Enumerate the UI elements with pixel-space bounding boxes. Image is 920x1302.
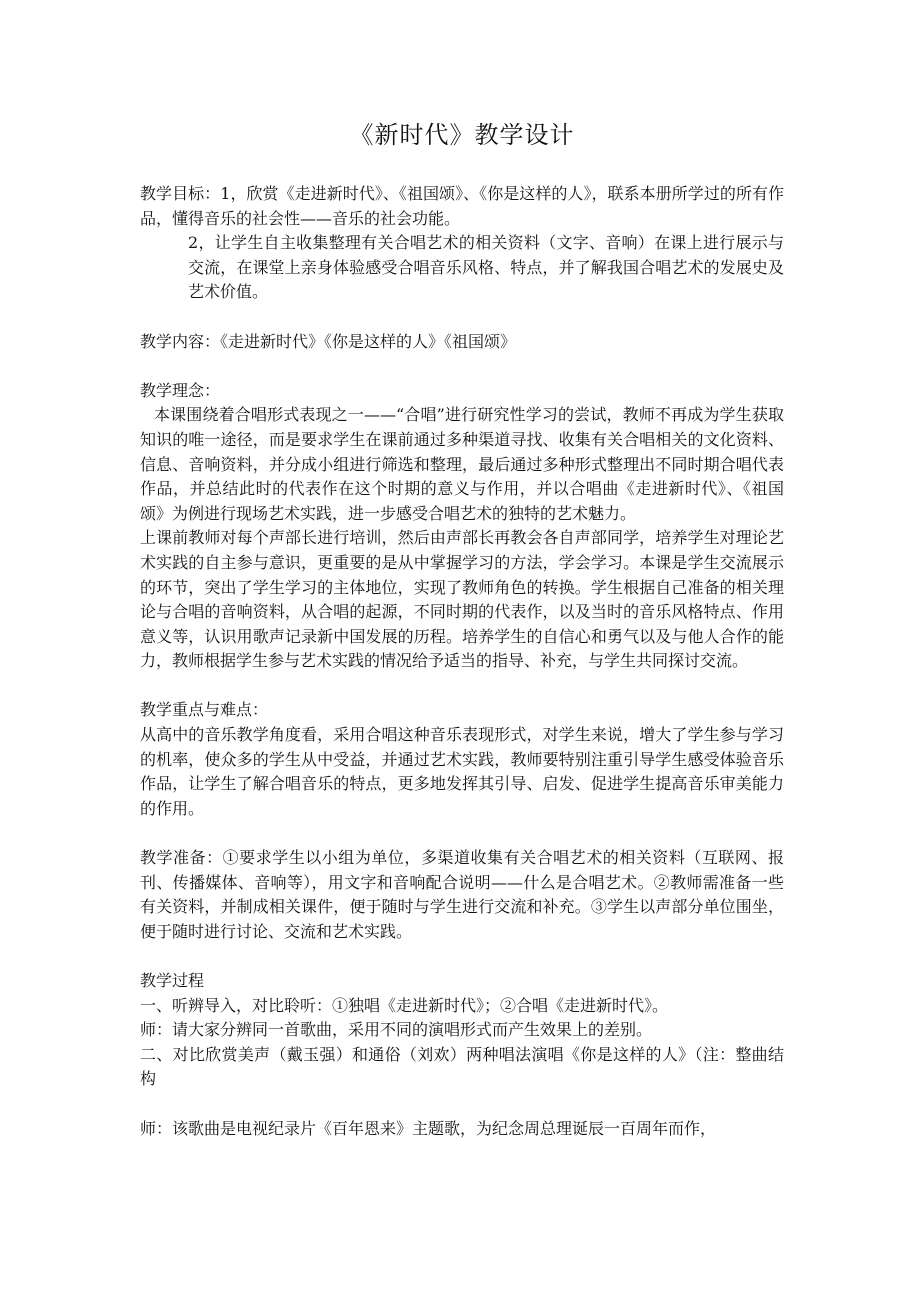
process-line-3: 二、对比欣赏美声（戴玉强）和通俗（刘欢）两种唱法演唱《你是这样的人》（注：整曲结构 <box>140 1044 784 1089</box>
process-line-1: 一、听辨导入，对比聆听：①独唱《走进新时代》；②合唱《走进新时代》。 <box>140 995 669 1015</box>
spacer <box>140 674 784 699</box>
process-line-4: 师：该歌曲是电视纪录片《百年恩来》主题歌，为纪念周总理诞辰一百周年而作， <box>140 1118 717 1138</box>
process-heading: 教学过程 <box>140 971 205 990</box>
teaching-content: 教学内容：《走进新时代》《你是这样的人》《祖国颂》 <box>140 331 517 351</box>
spacer <box>140 305 784 330</box>
spacer <box>140 354 784 379</box>
document-title: 《新时代》教学设计 <box>349 121 575 149</box>
objective-2: 2，让学生自主收集整理有关合唱艺术的相关资料（文字、音响）在课上进行展示与交流，在课堂上亲身体验感受合唱音乐风格、特点，并了解我国合唱艺术的发展史及艺术价值。 <box>188 233 784 302</box>
keypoints-paragraph: 从高中的音乐教学角度看，采用合唱这种音乐表现形式，对学生来说，增大了学生参与学习的机率，使众多的学生从中受益，并通过艺术实践，教师要特别注重引导学生感受体验音乐作品，让学生了解合唱音乐的特点，更多地发挥其引导、启发、促进学生提高音乐审美能力的作用。 <box>140 725 784 818</box>
process-line-2: 师：请大家分辨同一首歌曲，采用不同的演唱形式而产生效果上的差别。 <box>140 1020 653 1040</box>
document-page <box>140 118 784 1141</box>
concept-paragraph-2: 上课前教师对每个声部长进行培训，然后由声部长再教会各自声部同学，培养学生对理论艺术实践的自主参与意识，更重要的是从中掌握学习的方法，学会学习。本课是学生交流展示的环节，突出了学生学习的主体地位，实现了教师角色的转换。学生根据自己准备的相关理论与合唱的音响资料，从合唱的起源，不同时期的代表作，以及当时的音乐风格特点、作用意义等，认识用歌声记录新中国发展的历程。培养学生的自信心和勇气以及与他人合作的能力，教师根据学生参与艺术实践的情况给予适当的指导、补充，与学生共同探讨交流。 <box>140 528 784 671</box>
spacer <box>140 1092 784 1117</box>
spacer <box>140 821 784 846</box>
concept-paragraph-1: 本课围绕着合唱形式表现之一——“合唱”进行研究性学习的尝试，教师不再成为学生获取知识的唯一途径，而是要求学生在课前通过多种渠道寻找、收集有关合唱相关的文化资料、信息、音响资料，并分成小组进行筛选和整理，最后通过多种形式整理出不同时期合唱代表作品，并总结此时的代表作在这个时期的意义与作用，并以合唱曲《走进新时代》、《祖国颂》为例进行现场艺术实践，进一步感受合唱艺术的独特的艺术魅力。 <box>140 405 784 523</box>
keypoints-heading: 教学重点与难点： <box>140 700 269 720</box>
objective-1: 教学目标：1，欣赏《走进新时代》、《祖国颂》、《你是这样的人》，联系本册所学过的所有作品，懂得音乐的社会性——音乐的社会功能。 <box>140 184 784 228</box>
concept-heading: 教学理念： <box>140 380 221 400</box>
preparation-paragraph: 教学准备：①要求学生以小组为单位，多渠道收集有关合唱艺术的相关资料（互联网、报刊、传播媒体、音响等），用文字和音响配合说明——什么是合唱艺术。②教师需准备一些有关资料，并制成相关课件，便于随时与学生进行交流和补充。③学生以声部分单位围坐，便于随时进行讨论、交流和艺术实践。 <box>140 848 784 941</box>
spacer <box>140 944 784 969</box>
